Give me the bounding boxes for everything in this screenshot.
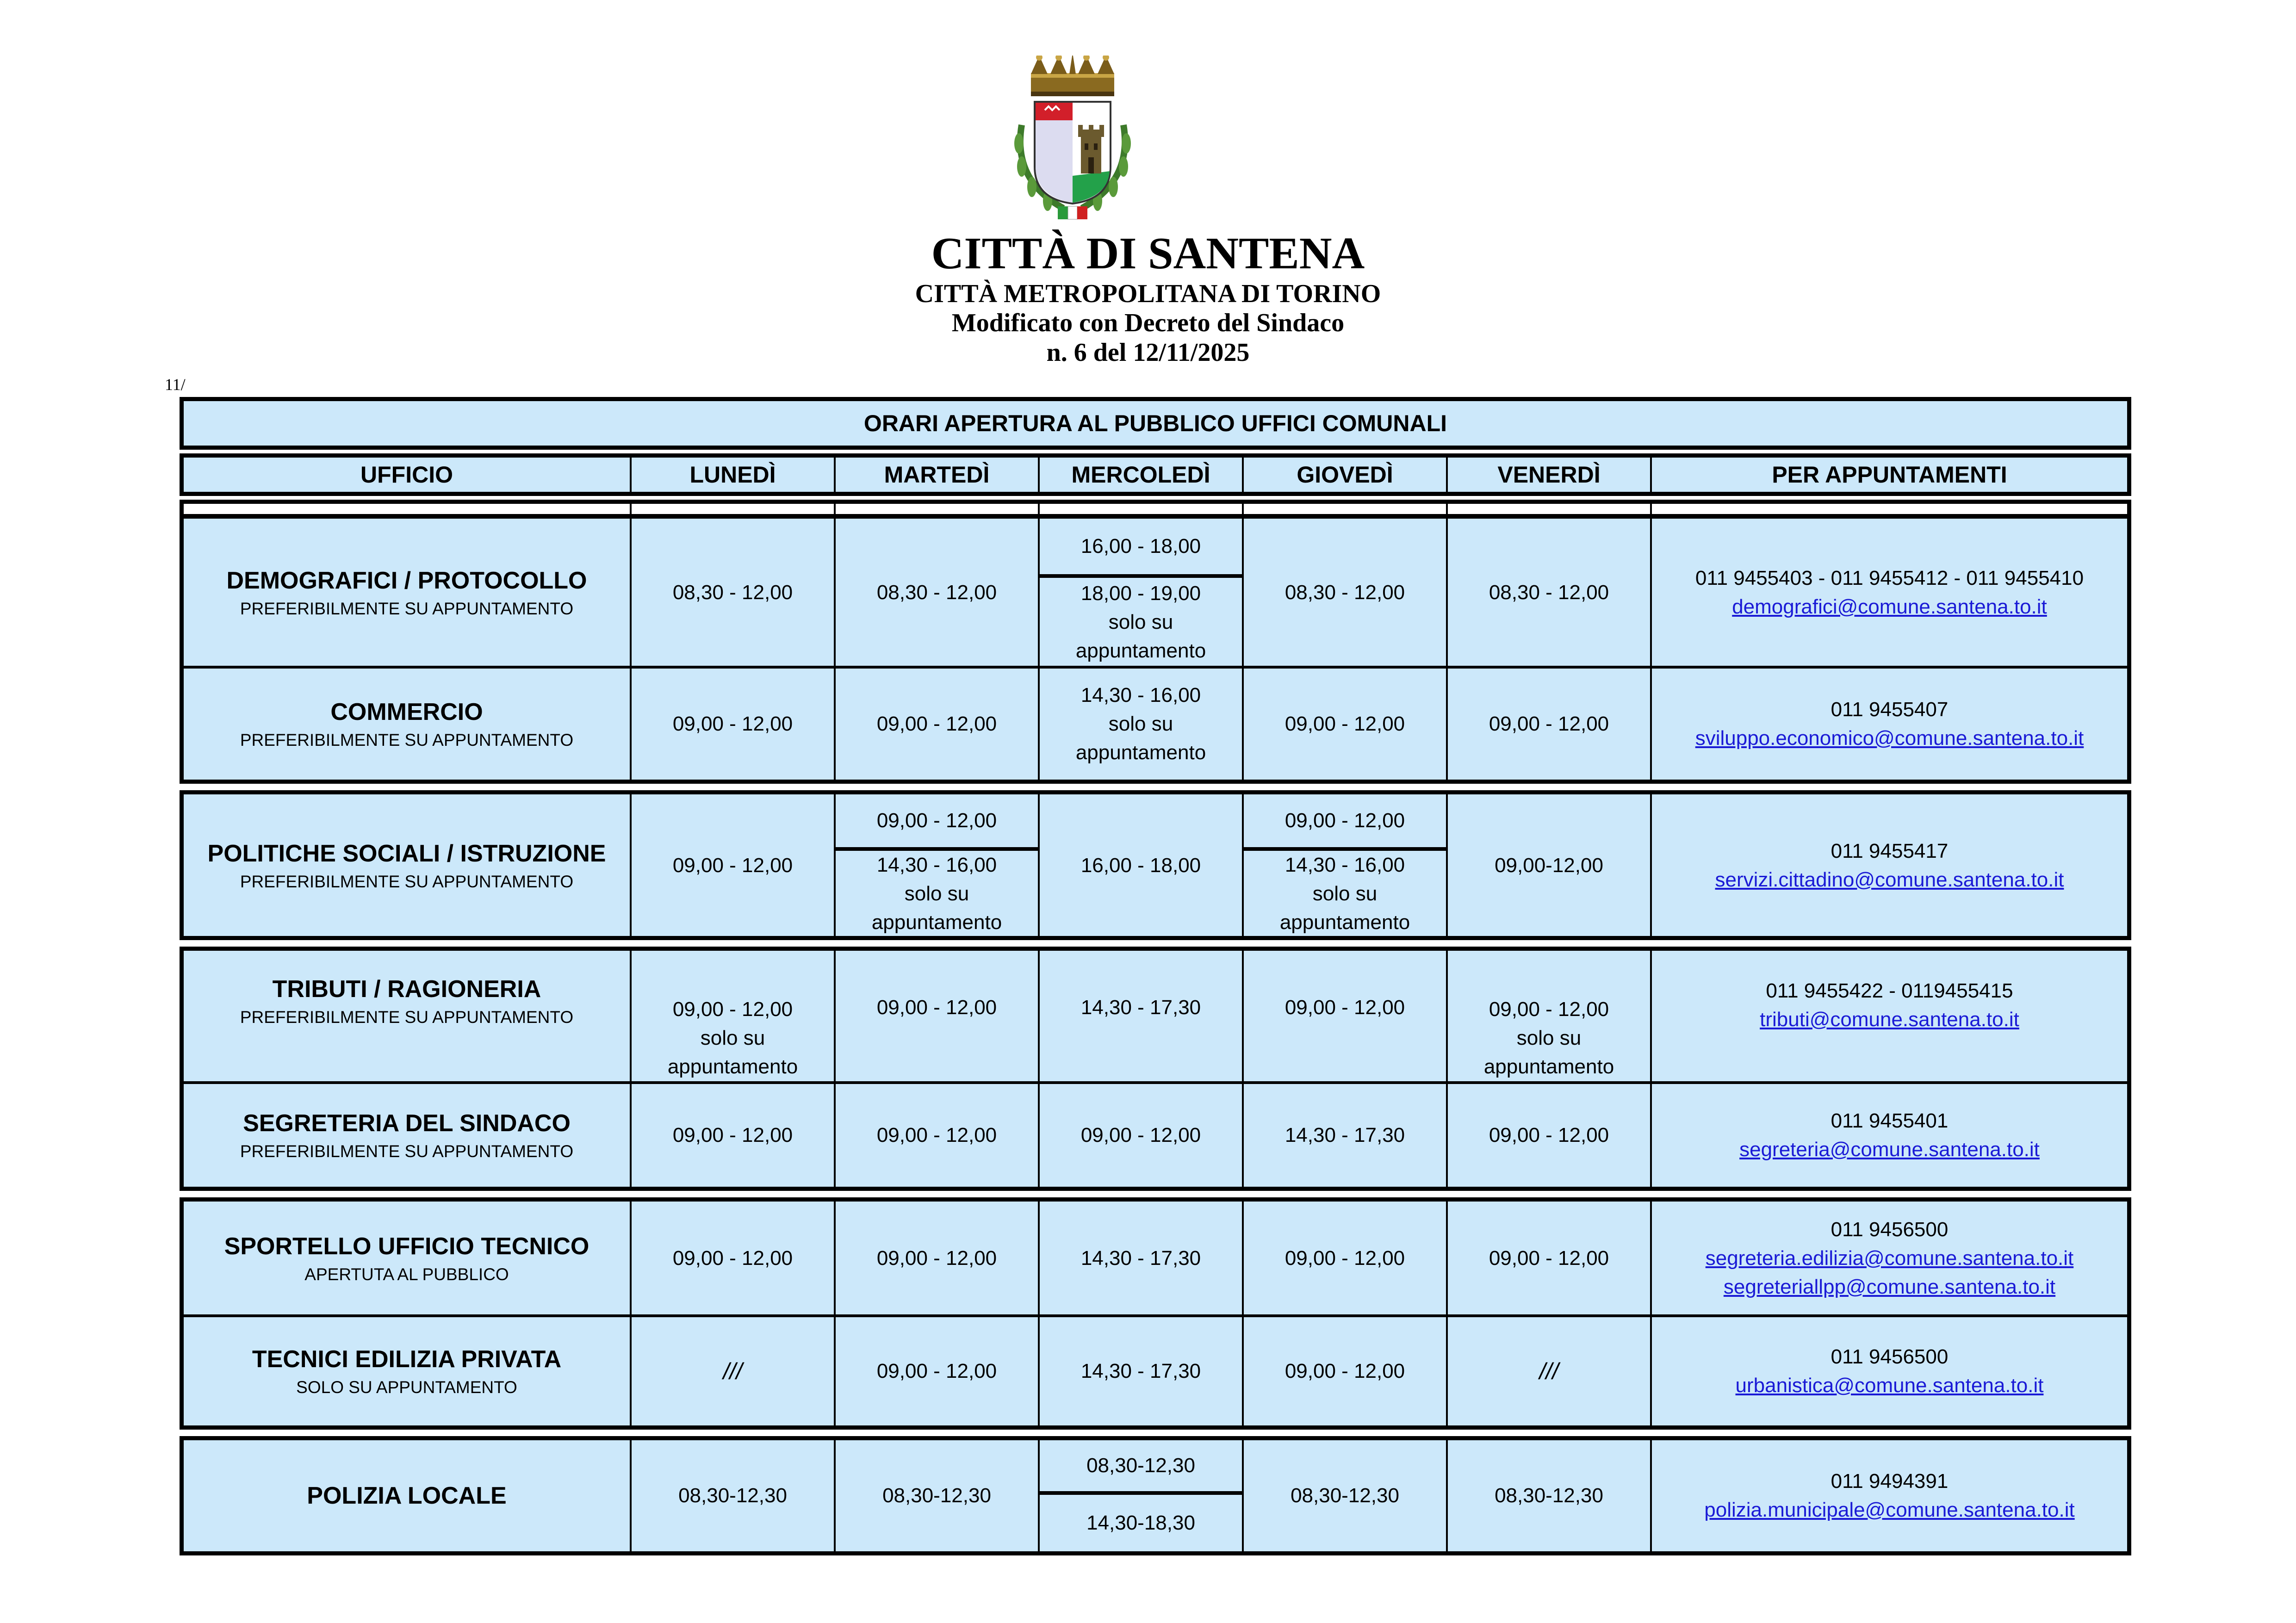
hours-monday: 09,00 - 12,00: [632, 669, 836, 780]
hours-thursday: 09,00 - 12,00: [1244, 1317, 1448, 1425]
page-subtitle: CITTÀ METROPOLITANA DI TORINO: [915, 279, 1381, 308]
email-link[interactable]: tributi@comune.santena.to.it: [1760, 1008, 2019, 1031]
hours-wednesday: 14,30 - 16,00 solo su appuntamento: [1040, 669, 1244, 780]
hours-thursday: 09,00 - 12,00: [1244, 1202, 1448, 1315]
contact-cell: [1652, 1084, 2127, 1187]
office-name: DEMOGRAFICI / PROTOCOLLO: [226, 567, 587, 594]
column-header-appuntamenti: PER APPUNTAMENTI: [1772, 462, 2007, 488]
contact-cell: [1652, 1202, 2127, 1315]
phone-numbers: 011 9456500: [1831, 1345, 1948, 1368]
group-polizia-locale: [180, 1436, 2131, 1555]
table-row: [184, 951, 2127, 1082]
group-ufficio-tecnico: [180, 1197, 2131, 1430]
office-note: PREFERIBILMENTE SU APPUNTAMENTO: [240, 872, 574, 891]
hours-tuesday: 09,00 - 12,00: [836, 1317, 1040, 1425]
hours-thursday: [1244, 794, 1448, 937]
email-link[interactable]: segreteriallpp@comune.santena.to.it: [1723, 1276, 2056, 1298]
hours-wednesday: 14,30 - 17,30: [1040, 1317, 1244, 1425]
contact-cell: [1652, 1440, 2127, 1551]
column-header-giovedi: GIOVEDÌ: [1244, 458, 1448, 492]
hours-wednesday: 09,00 - 12,00: [1040, 1084, 1244, 1187]
email-link[interactable]: segreteria.edilizia@comune.santena.to.it: [1705, 1247, 2074, 1270]
hours-friday: 08,30-12,30: [1448, 1440, 1652, 1551]
hours-tuesday: 09,00 - 12,00: [836, 669, 1040, 780]
hours-friday: 09,00 - 12,00: [1448, 1202, 1652, 1315]
city-crest: [1003, 56, 1142, 222]
hours-friday: ///: [1448, 1317, 1652, 1425]
office-name: TRIBUTI / RAGIONERIA: [272, 976, 541, 1003]
hours-wednesday-slot-1: 16,00 - 18,00: [1040, 519, 1242, 578]
table-title: ORARI APERTURA AL PUBBLICO UFFICI COMUNALI: [180, 397, 2131, 450]
office-name: SPORTELLO UFFICIO TECNICO: [224, 1233, 590, 1260]
hours-thursday: 08,30 - 12,00: [1244, 519, 1448, 667]
page-mark: 11/: [165, 375, 186, 394]
office-name: TECNICI EDILIZIA PRIVATA: [252, 1346, 562, 1373]
hours-friday: 09,00 - 12,00 solo su appuntamento: [1448, 951, 1652, 1082]
hours-wednesday-slot-2: 18,00 - 19,00 solo su appuntamento: [1075, 582, 1206, 662]
email-link[interactable]: sviluppo.economico@comune.santena.to.it: [1695, 727, 2084, 750]
hours-tuesday: [836, 794, 1040, 937]
table-row: [184, 1317, 2127, 1425]
hours-tuesday: 08,30-12,30: [836, 1440, 1040, 1551]
office-note: PREFERIBILMENTE SU APPUNTAMENTO: [240, 1008, 574, 1027]
decree-line-1: Modificato con Decreto del Sindaco: [951, 309, 1345, 337]
phone-numbers: 011 9455417: [1831, 840, 1948, 862]
phone-numbers: 011 9455401: [1831, 1109, 1948, 1132]
phone-numbers: 011 9494391: [1831, 1470, 1948, 1493]
office-note: PREFERIBILMENTE SU APPUNTAMENTO: [240, 599, 574, 618]
email-link[interactable]: servizi.cittadino@comune.santena.to.it: [1715, 868, 2064, 891]
email-link[interactable]: urbanistica@comune.santena.to.it: [1735, 1374, 2044, 1397]
hours-friday: 09,00-12,00: [1448, 794, 1652, 937]
hours-thursday: 09,00 - 12,00: [1244, 951, 1448, 1082]
hours-monday: 09,00 - 12,00: [632, 794, 836, 937]
hours-wednesday-slot-1: 08,30-12,30: [1040, 1440, 1242, 1495]
hours-wednesday: [1040, 519, 1244, 667]
hours-thursday: 09,00 - 12,00: [1244, 669, 1448, 780]
hours-tuesday-slot-1: 09,00 - 12,00: [836, 794, 1038, 851]
hours-wednesday: [1040, 1440, 1244, 1551]
hours-thursday-slot-2: 14,30 - 16,00 solo su appuntamento: [1279, 854, 1410, 934]
office-name: SEGRETERIA DEL SINDACO: [243, 1110, 571, 1137]
hours-monday: 09,00 - 12,00 solo su appuntamento: [632, 951, 836, 1082]
email-link[interactable]: polizia.municipale@comune.santena.to.it: [1704, 1499, 2075, 1521]
office-cell: [184, 1317, 632, 1425]
office-cell: [184, 1440, 632, 1551]
office-cell: [184, 519, 632, 667]
hours-thursday: 14,30 - 17,30: [1244, 1084, 1448, 1187]
hours-friday: 09,00 - 12,00: [1448, 669, 1652, 780]
contact-cell: [1652, 951, 2127, 1082]
hours-thursday: 08,30-12,30: [1244, 1440, 1448, 1551]
page-title: CITTÀ DI SANTENA: [931, 229, 1365, 279]
office-name: COMMERCIO: [330, 699, 483, 725]
crown-icon: [1031, 56, 1114, 96]
hours-tuesday: 09,00 - 12,00: [836, 951, 1040, 1082]
office-note: PREFERIBILMENTE SU APPUNTAMENTO: [240, 1142, 574, 1161]
office-cell: [184, 669, 632, 780]
contact-cell: [1652, 669, 2127, 780]
hours-wednesday: 14,30 - 17,30: [1040, 1202, 1244, 1315]
hours-tuesday-slot-2: 14,30 - 16,00 solo su appuntamento: [871, 854, 1002, 934]
office-note: SOLO SU APPUNTAMENTO: [296, 1378, 517, 1397]
column-header-mercoledi: MERCOLEDÌ: [1040, 458, 1244, 492]
table-row: [184, 1440, 2127, 1551]
email-link[interactable]: demografici@comune.santena.to.it: [1732, 595, 2047, 618]
phone-numbers: 011 9455403 - 011 9455412 - 011 9455410: [1695, 567, 2084, 589]
hours-friday: 08,30 - 12,00: [1448, 519, 1652, 667]
office-note: APERTUTA AL PUBBLICO: [304, 1265, 509, 1284]
group-tributi-segreteria: [180, 947, 2131, 1191]
column-header-lunedi: LUNEDÌ: [632, 458, 836, 492]
hours-wednesday: 16,00 - 18,00: [1040, 794, 1244, 937]
table-row: [184, 519, 2127, 667]
hours-tuesday: 09,00 - 12,00: [836, 1202, 1040, 1315]
group-politiche-sociali: [180, 790, 2131, 940]
office-note: PREFERIBILMENTE SU APPUNTAMENTO: [240, 731, 574, 750]
hours-tuesday: 09,00 - 12,00: [836, 1084, 1040, 1187]
table-row: [184, 669, 2127, 780]
hours-monday: 08,30-12,30: [632, 1440, 836, 1551]
hours-monday: 09,00 - 12,00: [632, 1084, 836, 1187]
hours-wednesday-slot-2: 14,30-18,30: [1086, 1511, 1195, 1534]
hours-tuesday: 08,30 - 12,00: [836, 519, 1040, 667]
column-header-row: [180, 453, 2131, 496]
contact-cell: [1652, 1317, 2127, 1425]
contact-cell: [1652, 794, 2127, 937]
decree-line-2: n. 6 del 12/11/2025: [1046, 338, 1250, 367]
office-name: POLIZIA LOCALE: [307, 1482, 507, 1509]
phone-numbers: 011 9456500: [1831, 1218, 1948, 1241]
contact-cell: [1652, 519, 2127, 667]
column-header-venerdi: VENERDÌ: [1448, 458, 1652, 492]
office-cell: [184, 794, 632, 937]
office-cell: [184, 951, 632, 1082]
phone-numbers: 011 9455422 - 0119455415: [1766, 979, 2013, 1002]
hours-monday: ///: [632, 1317, 836, 1425]
group-demografici-commercio: [180, 514, 2131, 784]
hours-monday: 09,00 - 12,00: [632, 1202, 836, 1315]
hours-thursday-slot-1: 09,00 - 12,00: [1244, 794, 1446, 851]
hours-friday: 09,00 - 12,00: [1448, 1084, 1652, 1187]
table-row: [184, 794, 2127, 936]
phone-numbers: 011 9455407: [1831, 698, 1948, 721]
table-row: [184, 1202, 2127, 1315]
office-cell: [184, 1202, 632, 1315]
office-name: POLITICHE SOCIALI / ISTRUZIONE: [207, 840, 606, 867]
column-header-ufficio: UFFICIO: [184, 458, 632, 492]
office-cell: [184, 1084, 632, 1187]
hours-wednesday: 14,30 - 17,30: [1040, 951, 1244, 1082]
hours-monday: 08,30 - 12,00: [632, 519, 836, 667]
email-link[interactable]: segreteria@comune.santena.to.it: [1739, 1138, 2040, 1161]
table-row: [184, 1084, 2127, 1187]
column-header-martedi: MARTEDÌ: [836, 458, 1040, 492]
